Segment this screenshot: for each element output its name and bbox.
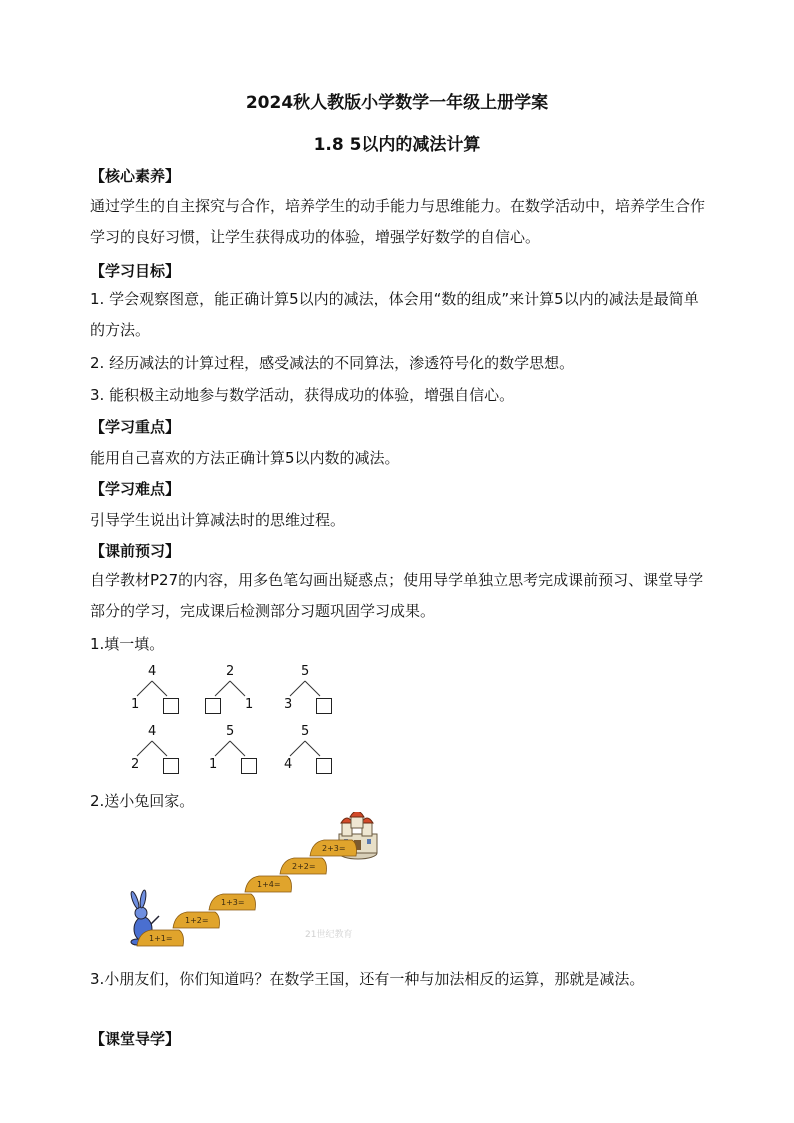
- goal-item-3: 3. 能积极主动地参与数学活动，获得成功的体验，增强自信心。: [90, 386, 515, 404]
- tree-top-number: 5: [226, 724, 235, 739]
- tree-left-number: 4: [284, 757, 293, 772]
- tree-top-number: 4: [148, 724, 157, 739]
- preview-heading: 【课前预习】: [90, 542, 181, 560]
- number-tree: [280, 664, 340, 716]
- difficulty-heading: 【学习难点】: [90, 480, 181, 498]
- tree-top-number: 5: [301, 724, 310, 739]
- classroom-guide-heading: 【课堂导学】: [90, 1030, 181, 1048]
- answer-box[interactable]: [163, 698, 179, 714]
- stair-step-label: 1+1=: [149, 934, 173, 943]
- lesson-title: 1.8 5以内的减法计算: [313, 135, 481, 155]
- answer-box[interactable]: [316, 758, 332, 774]
- number-tree: [280, 724, 340, 776]
- goal-item-1: 1. 学会观察图意，能正确计算5以内的减法，体会用“数的组成”来计算5以内的减法是最简单的方法。: [90, 290, 699, 339]
- number-tree: [205, 724, 265, 776]
- goal-item-2: 2. 经历减法的计算过程，感受减法的不同算法，渗透符号化的数学思想。: [90, 354, 575, 372]
- key-point-heading: 【学习重点】: [90, 418, 181, 436]
- number-tree: [205, 664, 265, 716]
- tree-top-number: 5: [301, 664, 310, 679]
- learning-goals-heading: 【学习目标】: [90, 262, 181, 280]
- stair-step-label: 1+3=: [221, 898, 245, 907]
- question-1-label: 1.填一填。: [90, 635, 165, 653]
- tree-left-number: 1: [209, 757, 218, 772]
- stair-step: [209, 894, 256, 910]
- tree-top-number: 4: [148, 664, 157, 679]
- question-2-label: 2.送小兔回家。: [90, 792, 195, 810]
- number-tree: [127, 664, 187, 716]
- tree-right-number: 1: [245, 697, 254, 712]
- watermark-text: 21世纪教育: [305, 930, 353, 940]
- core-literacy-text: 通过学生的自主探究与合作，培养学生的动手能力与思维能力。在数学活动中，培养学生合作学习的良好习惯，让学生获得成功的体验，增强学好数学的自信心。: [90, 197, 706, 246]
- stair-step-label: 2+3=: [322, 844, 346, 853]
- key-point-text: 能用自己喜欢的方法正确计算5以内数的减法。: [90, 449, 400, 467]
- preview-text: 自学教材P27的内容，用多色笔勾画出疑惑点；使用导学单独立思考完成课前预习、课堂导学部分的学习，完成课后检测部分习题巩固学习成果。: [90, 571, 704, 620]
- answer-box[interactable]: [241, 758, 257, 774]
- question-3-label: 3.小朋友们，你们知道吗？在数学王国，还有一种与加法相反的运算，那就是减法。: [90, 970, 645, 988]
- stair-step: [280, 858, 327, 874]
- rabbit-staircase-illustration: [125, 812, 395, 957]
- stair-step: [245, 876, 292, 892]
- number-tree: [127, 724, 187, 776]
- stair-step: [310, 840, 357, 856]
- answer-box[interactable]: [316, 698, 332, 714]
- stair-step-label: 1+4=: [257, 880, 281, 889]
- tree-left-number: 3: [284, 697, 293, 712]
- answer-box[interactable]: [163, 758, 179, 774]
- tree-left-number: 2: [131, 757, 140, 772]
- tree-top-number: 2: [226, 664, 235, 679]
- stair-step-label: 2+2=: [292, 862, 316, 871]
- stair-step-label: 1+2=: [185, 916, 209, 925]
- core-literacy-heading: 【核心素养】: [90, 167, 181, 185]
- document-title: 2024秋人教版小学数学一年级上册学案: [245, 93, 549, 113]
- stair-step: [173, 912, 220, 928]
- difficulty-text: 引导学生说出计算减法时的思维过程。: [90, 511, 346, 529]
- answer-box[interactable]: [205, 698, 221, 714]
- tree-left-number: 1: [131, 697, 140, 712]
- stair-step: [137, 930, 184, 946]
